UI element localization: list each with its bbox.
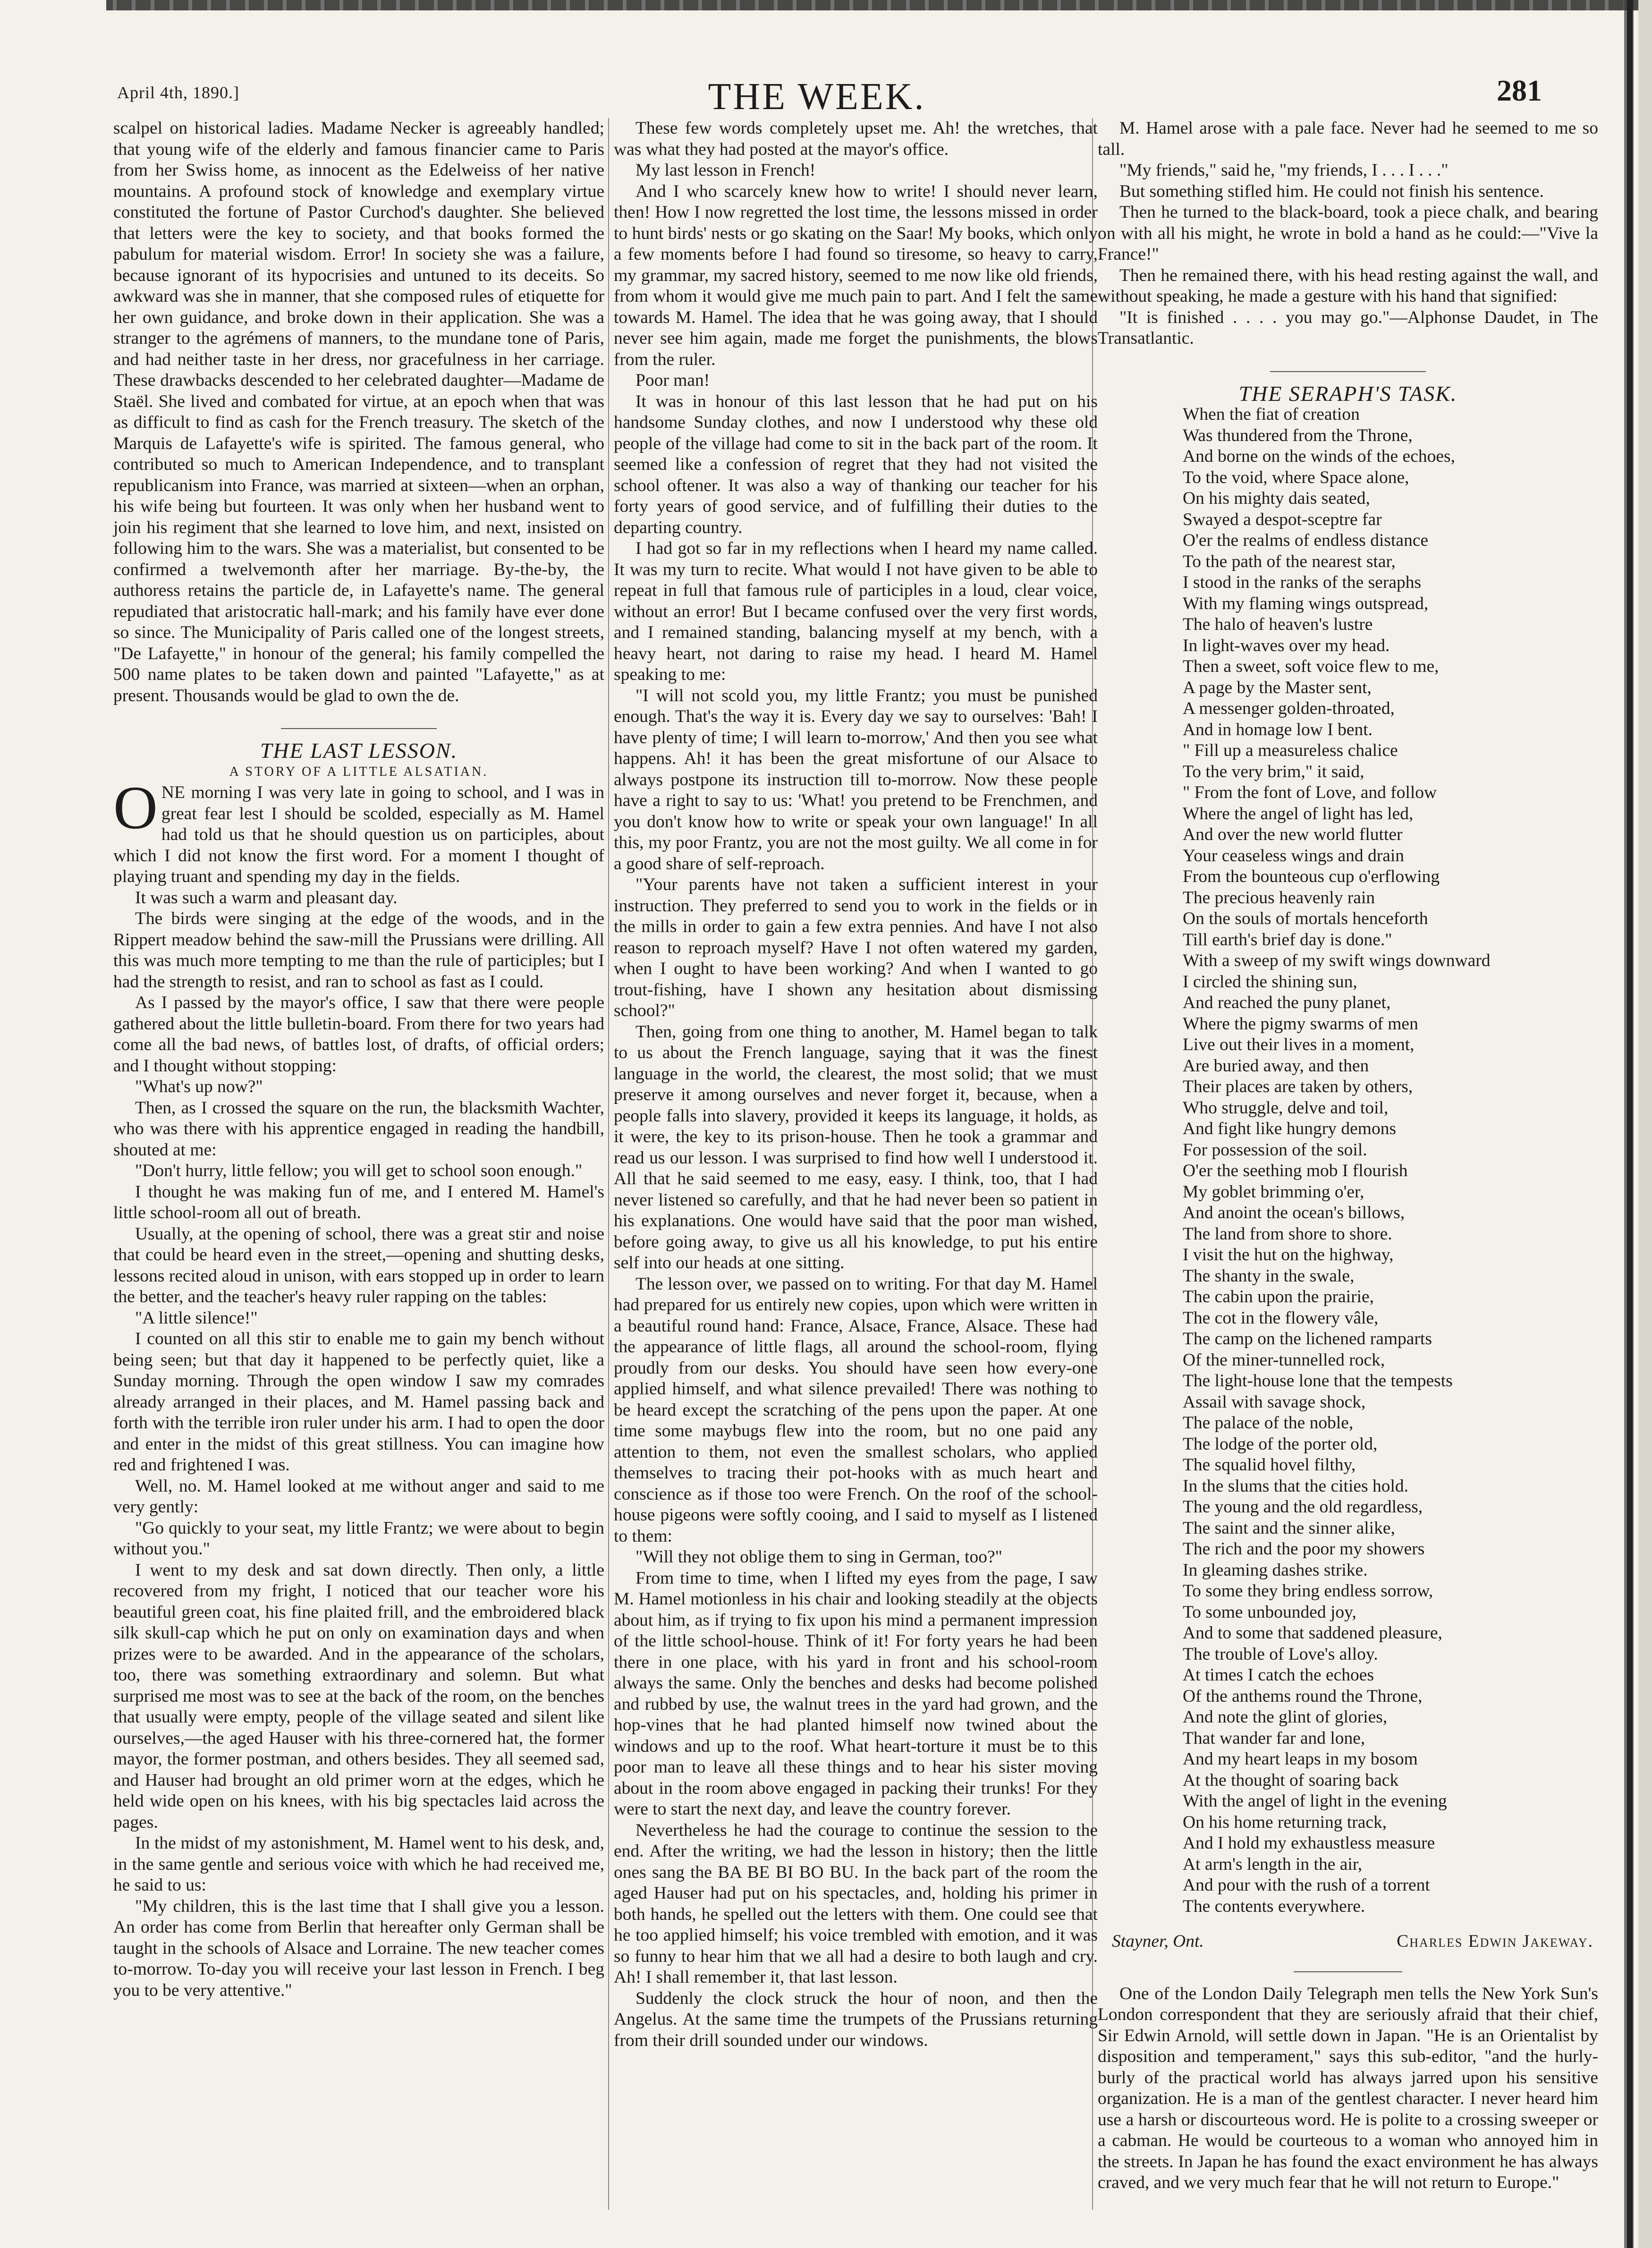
story-paragraph: "A little silence!" — [135, 1308, 258, 1328]
story-paragraph: "My friends," said he, "my friends, I . . . I . . ." — [1119, 161, 1449, 180]
poem-line: The land from shore to shore. — [1183, 1224, 1392, 1244]
poem-line: And to some that saddened pleasure, — [1183, 1623, 1442, 1643]
poem-line: And I hold my exhaustless measure — [1183, 1833, 1435, 1853]
poem-line: And borne on the winds of the echoes, — [1183, 447, 1455, 466]
poem-line: And over the new world flutter — [1183, 825, 1403, 844]
column-right — [1098, 118, 1598, 2194]
poem-line: Your ceaseless wings and drain — [1183, 846, 1405, 865]
poem-line: And in homage low I bent. — [1183, 720, 1373, 739]
poem-line: With a sweep of my swift wings downward — [1183, 951, 1491, 970]
poem-line: The halo of heaven's lustre — [1183, 615, 1373, 634]
story-paragraph: I had got so far in my reflections when I heard my name called. It was my turn to recite. What would I not have given to be able to repeat in full that famous rule of participles in a loud, clear voice, without an error! But I became confused over the very first words, and I remained standing, balancing myself at my bench, with a heavy heart, not daring to raise my head. I heard M. Hamel speaking to me: — [614, 539, 1098, 684]
story-paragraph: Then, as I crossed the square on the run, the blacksmith Wachter, who was there with his apprentice engaged in reading the handbill, shouted at me: — [113, 1098, 604, 1160]
poem-line: The squalid hovel filthy, — [1183, 1455, 1356, 1475]
section-rule — [1294, 1971, 1402, 1972]
poem-line: And reached the puny planet, — [1183, 993, 1391, 1012]
story-paragraph: In the midst of my astonishment, M. Hamel went to his desk, and, in the same gentle and serious voice with which he had received me, he said to us: — [113, 1833, 604, 1895]
poem-line: The trouble of Love's alloy. — [1183, 1644, 1378, 1664]
story-paragraph: It was in honour of this last lesson that he had put on his handsome Sunday clothes, and now I understood why these old people of the village had come to sit in the back part of the room. It seemed like a confession of regret that they had not visited the school oftener. It was also a way of thanking our teacher for his forty years of good service, and of fulfilling their duties to the departing country. — [614, 391, 1098, 537]
story-paragraph: I thought he was making fun of me, and I entered M. Hamel's little school-room all out of breath. — [113, 1182, 604, 1222]
story-paragraph: Well, no. M. Hamel looked at me without anger and said to me very gently: — [113, 1476, 604, 1517]
poem-line: Of the miner-tunnelled rock, — [1183, 1350, 1385, 1370]
poem-line: Where the pigmy swarms of men — [1183, 1014, 1418, 1034]
column-left — [113, 118, 604, 2001]
column-middle — [614, 118, 1098, 2051]
story-paragraph: Poor man! — [635, 371, 710, 390]
poem-line: The cot in the flowery vâle, — [1183, 1308, 1379, 1328]
story-paragraph: Usually, at the opening of school, there was a great stir and noise that could be heard even in the street,—opening and shutting desks, lessons recited aloud in unison, with ears stopped up in order to learn the better, and the teacher's heavy ruler rapping on the tables: — [113, 1224, 604, 1306]
poem-line: O'er the realms of endless distance — [1183, 531, 1429, 550]
story-paragraph: And I who scarcely knew how to write! I should never learn, then! How I now regretted the lost time, the lessons missed in order to hunt birds' nests or go skating on the Saar! My books, which only a few moments before I had found so tiresome, so heavy to carry, my grammar, my sacred history, seemed to me now like old friends, from whom it would give me much pain to part. And I felt the same towards M. Hamel. The idea that he was going away, that I should never see him again, made me forget the punishments, the blows from the ruler. — [614, 181, 1098, 369]
poem-line: For possession of the soil. — [1183, 1140, 1367, 1160]
poem-line: Who struggle, delve and toil, — [1183, 1098, 1389, 1118]
story-paragraph: "I will not scold you, my little Frantz; you must be punished enough. That's the way it is. Every day we say to ourselves: 'Bah! I have plenty of time; I will learn to-morrow,' And then you see what happens. Ah! it has been the great misfortune of our Alsace to always postpone its instruction till to-morrow. Now these people have a right to say to us: 'What! you pretend to be Frenchmen, and you don't know how to write or speak your own language!' In all this, my poor Frantz, you are not the most guilty. We all come in for a good share of self-reproach. — [614, 686, 1098, 874]
binding-margin — [1638, 0, 1652, 2248]
poem-line: A messenger golden-throated, — [1183, 699, 1395, 718]
section-rule — [281, 728, 437, 729]
story-paragraph: These few words completely upset me. Ah! the wretches, that was what they had posted at the mayor's office. — [614, 119, 1098, 159]
poem-line: To the void, where Space alone, — [1183, 467, 1409, 487]
story-paragraph: The birds were singing at the edge of the woods, and in the Rippert meadow behind the saw-mill the Prussians were drilling. All this was much more tempting to me than the rule of participles; but I had the strength to resist, and ran to school as fast as I could. — [113, 909, 604, 992]
poem-line: The young and the old regardless, — [1183, 1497, 1423, 1517]
story-paragraph: "What's up now?" — [135, 1077, 263, 1096]
poem-line: Was thundered from the Throne, — [1183, 425, 1413, 445]
poem-line: " From the font of Love, and follow — [1183, 783, 1437, 802]
poem-line: Assail with savage shock, — [1183, 1392, 1366, 1412]
story-paragraph: "Don't hurry, little fellow; you will get to school soon enough." — [135, 1161, 583, 1180]
poem-line: With my flaming wings outspread, — [1183, 594, 1429, 613]
poem-line: In the slums that the cities hold. — [1183, 1476, 1409, 1496]
poem-signature — [1112, 1931, 1593, 1952]
story-title: THE LAST LESSON. — [260, 738, 458, 763]
story-paragraph: It was such a warm and pleasant day. — [135, 888, 398, 908]
story-paragraph: "Go quickly to your seat, my little Frantz; we were about to begin without you." — [113, 1518, 604, 1559]
poem-line: The saint and the sinner alike, — [1183, 1518, 1395, 1538]
poem-line: " Fill up a measureless chalice — [1183, 741, 1398, 760]
masthead-title: THE WEEK. — [708, 76, 926, 118]
poem-line: At the thought of soaring back — [1183, 1770, 1399, 1790]
news-paragraph: One of the London Daily Telegraph men tells the New York Sun's London correspondent that they are seriously afraid that their chief, Sir Edwin Arnold, will settle down in Japan. "He is an Orientalist by disposition and temperament," says this sub-editor, "and the hurly-burly of the practical world has always jarred upon his sensitive organization. He is a man of the gentlest character. I never heard him use a harsh or discourteous word. He is polite to a crossing sweeper or a cabman. He would be courteous to a woman who annoyed him in the streets. In Japan he has found the exact environment he has always craved, and we very much fear that he will not return to Europe." — [1098, 1984, 1598, 2192]
poem-title: THE SERAPH'S TASK. — [1238, 381, 1457, 406]
poem-line: I circled the shining sun, — [1183, 972, 1357, 992]
poem-line: In gleaming dashes strike. — [1183, 1560, 1368, 1580]
poem-line: The shanty in the swale, — [1183, 1266, 1355, 1286]
poem-line: I visit the hut on the highway, — [1183, 1245, 1394, 1264]
poem-line: O'er the seething mob I flourish — [1183, 1161, 1408, 1180]
page-number: 281 — [1497, 74, 1542, 107]
story-paragraph: "Your parents have not taken a sufficient interest in your instruction. They preferred to send you to work in the fields or in the mills in order to gain a few extra pennies. And have I not also reason to reproach myself? Have I not often watered my garden, when I ought to have been working? And when I wanted to go trout-fishing, have I shown any hesitation about dismissing school?" — [614, 875, 1098, 1020]
poem-line: At arm's length in the air, — [1183, 1854, 1363, 1874]
poem-line: The light-house lone that the tempests — [1183, 1371, 1453, 1391]
issue-date: April 4th, 1890.] — [117, 83, 239, 102]
story-opening-paragraph — [113, 774, 604, 888]
poem-line: Till earth's brief day is done." — [1183, 930, 1392, 950]
poem-line: With the angel of light in the evening — [1183, 1791, 1447, 1811]
poem-line: To some they bring endless sorrow, — [1183, 1581, 1433, 1601]
poem-line: The camp on the lichened ramparts — [1183, 1329, 1432, 1349]
poem-line: And my heart leaps in my bosom — [1183, 1749, 1418, 1769]
poem-line: That wander far and lone, — [1183, 1728, 1365, 1748]
poem-line: To the very brim," it said, — [1183, 762, 1364, 781]
binding-shadow — [1624, 0, 1634, 2248]
poem-line: Swayed a despot-sceptre far — [1183, 509, 1382, 529]
poem-line: From the bounteous cup o'erflowing — [1183, 867, 1440, 886]
story-paragraph: Then, going from one thing to another, M. Hamel began to talk to us about the French language, saying that it was the finest language in the world, the clearest, the most solid; that we must preserve it among ourselves and never forget it, because, when a people falls into slavery, provided it keeps its language, it holds, as it were, the key to its prison-house. Then he took a grammar and read us our lesson. I was surprised to find how well I understood it. All that he said seemed to me easy, easy. I think, too, that I had never listened so carefully, and that he had never been so patient in his explanations. One would have said that the poor man wished, before going away, to give us all his knowledge, to put his entire self into our heads at one sitting. — [614, 1022, 1098, 1272]
story-paragraph: I counted on all this stir to enable me to gain my bench without being seen; but that day it happened to be perfectly quiet, like a Sunday morning. Through the open window I saw my comrades already arranged in their places, and M. Hamel passing back and forth with the terrible iron ruler under his arm. I had to open the door and enter in the midst of this great stillness. You can imagine how red and frightened I was. — [113, 1329, 604, 1475]
poem-line: And pour with the rush of a torrent — [1183, 1875, 1430, 1895]
story-paragraph: The lesson over, we passed on to writing. For that day M. Hamel had prepared for us entirely new copies, upon which were written in a beautiful round hand: France, Alsace, France, Alsace. These had the appearance of little flags, all around the school-room, flying proudly from our desks. You should have seen how every-one applied himself, and what silence prevailed! There was nothing to be heard except the scratching of the pens upon the paper. At one time some maybugs flew into the room, but no one paid any attention to them, not even the smallest scholars, who applied themselves to tracing their pot-hooks with as much heart and conscience as if those too were French. On the roof of the school-house pigeons were softly cooing, and I said to myself as I listened to them: — [614, 1274, 1098, 1546]
story-paragraph: Nevertheless he had the courage to continue the session to the end. After the writing, we had the lesson in history; then the little ones sang the BA BE BI BO BU. In the back part of the room the aged Hauser had put on his spectacles, and, holding his primer in both hands, he spelled out the letters with them. One could see that he too applied himself; his voice trembled with emotion, and it was so funny to hear him that we all had a desire to both laugh and cry. Ah! I shall remember it, that last lesson. — [614, 1820, 1098, 1987]
poem-line: Where the angel of light has led, — [1183, 804, 1414, 823]
top-border-rule — [106, 0, 1650, 10]
story-paragraph: From time to time, when I lifted my eyes from the page, I saw M. Hamel motionless in his chair and looking steadily at the objects about him, as if trying to fix upon his mind a permanent impression of the little school-house. Think of it! For forty years he had been there in one place, with his yard in front and his school-room always the same. Only the benches and desks had become polished and rubbed by use, the walnut trees in the yard had grown, and the hop-vines that he had planted himself now twined about the windows and up to the roof. What heart-torture it must be to this poor man to leave all these things and to hear his sister moving about in the room above engaged in packing their trunks! For they were to start the next day, and leave the country forever. — [614, 1568, 1098, 1819]
poem-line: On his mighty dais seated, — [1183, 489, 1370, 508]
poem-line: The contents everywhere. — [1183, 1896, 1365, 1916]
poem-line: The cabin upon the prairie, — [1183, 1287, 1374, 1306]
story-paragraph: "It is finished . . . . you may go."—Alphonse Daudet, in The Transatlantic. — [1098, 307, 1598, 348]
story-paragraph: "Will they not oblige them to sing in German, too?" — [635, 1547, 1002, 1567]
poem-line: And fight like hungry demons — [1183, 1119, 1397, 1138]
poem-body — [1183, 404, 1598, 1917]
poem-line: A page by the Master sent, — [1183, 678, 1372, 697]
poem-line: On the souls of mortals henceforth — [1183, 909, 1428, 928]
drop-cap: O — [113, 774, 158, 842]
poem-line: The lodge of the porter old, — [1183, 1434, 1378, 1454]
poem-line: To the path of the nearest star, — [1183, 551, 1396, 571]
poem-line: The rich and the poor my showers — [1183, 1539, 1425, 1559]
signature-place: Stayner, Ont. — [1112, 1932, 1204, 1951]
poem-line: When the fiat of creation — [1183, 405, 1360, 424]
story-paragraph: "My children, this is the last time that I shall give you a lesson. An order has come from Berlin that hereafter only German shall be taught in the schools of Alsace and Lorraine. The new teacher comes to-morrow. To-day you will receive your last lesson in French. I beg you to be very attentive." — [113, 1896, 604, 2000]
column-divider — [608, 118, 609, 2210]
poem-line: Of the anthems round the Throne, — [1183, 1686, 1423, 1706]
poem-line: The palace of the noble, — [1183, 1413, 1354, 1433]
story-paragraph: Then he remained there, with his head resting against the wall, and without speaking, he made a gesture with his hand that signified: — [1098, 265, 1598, 306]
section-rule — [1270, 371, 1426, 372]
poem-line: The precious heavenly rain — [1183, 888, 1375, 908]
story-paragraph: But something stifled him. He could not finish his sentence. — [1119, 181, 1544, 201]
poem-line: My goblet brimming o'er, — [1183, 1182, 1364, 1202]
story-paragraph: My last lesson in French! — [635, 161, 816, 180]
poem-line: In light-waves over my head. — [1183, 636, 1390, 655]
review-paragraph: scalpel on historical ladies. Madame Necker is agreeably handled; that young wife of the elderly and famous financier came to Paris from her Swiss home, as innocent as the Edelweiss of her native mountains. A profound stock of knowledge and exemplary virtue constituted the fortune of Pastor Curchod's daughter. She believed that letters were the key to society, and that books formed the pabulum for material wisdom. Error! In society she was a failure, because ignorant of its hypocrisies and untuned to its deceits. So awkward was she in manner, that she composed rules of etiquette for her own guidance, and broke down in their application. She was a stranger to the agrémens of manners, to the mundane tone of Paris, and had neither taste in her dress, nor gracefulness in her carriage. These drawbacks descended to her celebrated daughter—Madame de Staël. She lived and combated for virtue, at an epoch when that was as difficult to find as cash for the French treasury. The sketch of the Marquis de Lafayette's wife is spirited. The famous general, who contributed so much to American Independence, and to transplant republicanism into France, was married at sixteen—when an orphan, his wife being but fourteen. It was only when her husband went to join his regiment that she learned to love him, and next, insisted on following him to the wars. She was a materialist, but consented to be confirmed a twelvemonth after her marriage. By-the-by, the authoress retains the particle de, in Lafayette's name. The general repudiated that aristocratic hall-mark; and his family have ever done so since. The Municipality of Paris called one of the longest streets, "De Lafayette," in honour of the general; his family compelled the 500 name plates to be taken down and painted "Lafayette," as at present. Thousands would be glad to own the de. — [113, 119, 604, 705]
poem-line: I stood in the ranks of the seraphs — [1183, 573, 1422, 592]
opening-text: NE morning I was very late in going to school, and I was in great fear lest I should be scolded, especially as M. Hamel had told us that he should question us on participles, about which I did not know the first word. For a moment I thought of playing truant and spending my day in the fields. — [113, 783, 604, 886]
poem-line: To some unbounded joy, — [1183, 1602, 1356, 1622]
story-subtitle: A STORY OF A LITTLE ALSATIAN. — [229, 764, 489, 779]
story-paragraph: As I passed by the mayor's office, I saw that there were people gathered about the little bulletin-board. From there for two years had come all the bad news, of battles lost, of drafts, of official orders; and I thought without stopping: — [113, 993, 604, 1076]
poem-line: And note the glint of glories, — [1183, 1707, 1388, 1727]
story-paragraph: I went to my desk and sat down directly. Then only, a little recovered from my fright, I noticed that our teacher wore his beautiful green coat, his fine plaited frill, and the embroidered black silk skull-cap which he put on only on examination days and when prizes were to be awarded. And in the appearance of the scholars, too, there was something extraordinary and solemn. But what surprised me most was to see at the back of the room, on the benches that usually were empty, people of the village seated and silent like ourselves,—the aged Hauser with his three-cornered hat, the former mayor, the former postman, and others besides. They all seemed sad, and Hauser had brought an old primer worn at the edges, which he held wide open on his knees, with his big spectacles laid across the pages. — [113, 1560, 604, 1832]
story-paragraph: Then he turned to the black-board, took a piece chalk, and bearing on with all his might, he wrote in bold a hand as he could:—"Vive la France!" — [1098, 203, 1598, 264]
poem-line: On his home returning track, — [1183, 1812, 1387, 1832]
poem-line: Are buried away, and then — [1183, 1056, 1369, 1076]
story-paragraph: M. Hamel arose with a pale face. Never had he seemed to me so tall. — [1098, 119, 1598, 159]
poem-line: At times I catch the echoes — [1183, 1665, 1374, 1685]
poem-line: And anoint the ocean's billows, — [1183, 1203, 1405, 1222]
poem-line: Then a sweet, soft voice flew to me, — [1183, 657, 1439, 676]
poem-line: Their places are taken by others, — [1183, 1077, 1413, 1096]
story-paragraph: Suddenly the clock struck the hour of noon, and then the Angelus. At the same time the trumpets of the Prussians returning from their drill sounded under our windows. — [614, 1988, 1098, 2050]
poem-line: Live out their lives in a moment, — [1183, 1035, 1415, 1054]
signature-name: Charles Edwin Jakeway. — [1397, 1932, 1593, 1951]
